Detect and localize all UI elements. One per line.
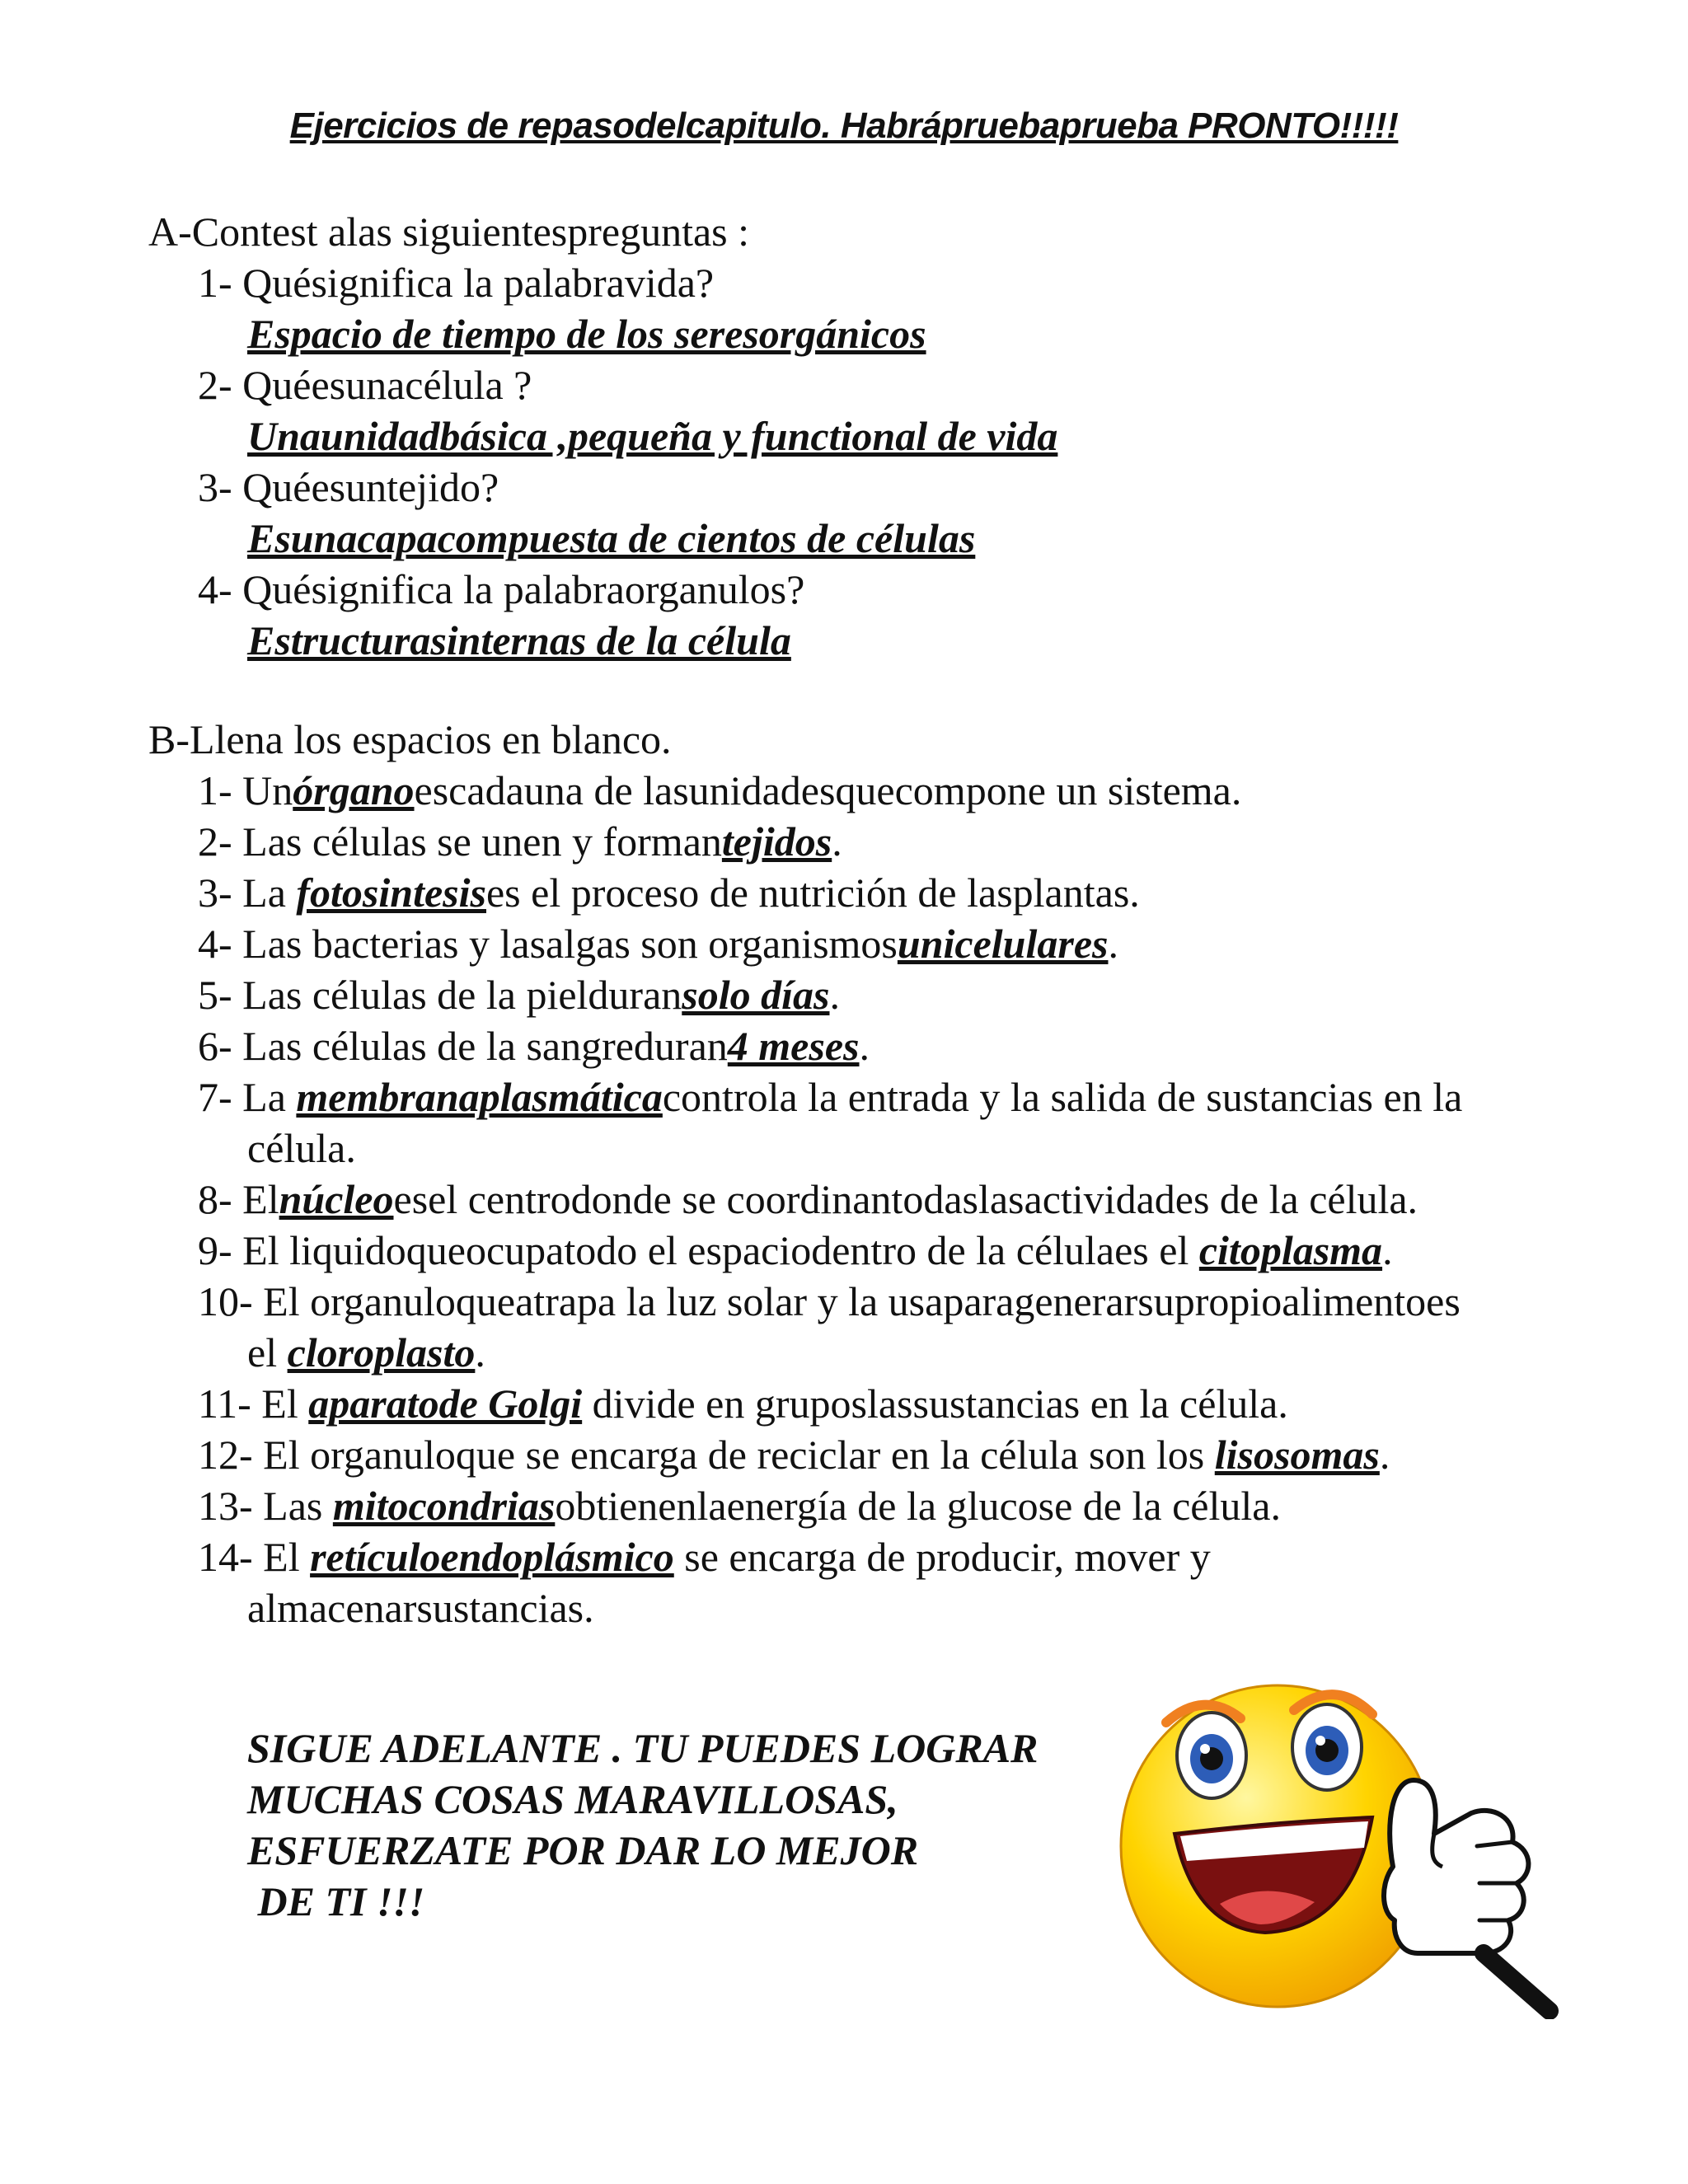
- fill-item-text: 3- La: [198, 869, 297, 916]
- fill-item-text: .: [832, 818, 842, 865]
- fill-item-11: [198, 1378, 1288, 1429]
- fill-item-14: [198, 1531, 1211, 1582]
- question-3: 3- Quéesuntejido?: [198, 464, 499, 510]
- fill-item-text: 5- Las células de la pielduran: [198, 972, 682, 1018]
- fill-item-text: 7- La: [198, 1074, 297, 1120]
- fill-item-13: [198, 1480, 1281, 1531]
- motivation-message: [247, 1722, 1038, 1927]
- fill-item-answer: lisosomas: [1214, 1432, 1380, 1478]
- fill-item-1: [198, 765, 1241, 816]
- fill-item-7: [198, 1071, 1462, 1122]
- fill-item-text: 10- El organuloqueatrapa la luz solar y la usaparagenerarsupropioalimentoes: [198, 1278, 1461, 1324]
- fill-item-text: esel centrodonde se coordinantodaslasactividades de la célula.: [393, 1176, 1418, 1222]
- fill-item-text: se encarga de producir, mover y: [673, 1534, 1211, 1580]
- motivation-line: DE TI !!!: [247, 1878, 425, 1924]
- answer-2: Unaunidadbásica ,pequeña y functional de vida: [247, 413, 1058, 459]
- fill-item-text: .: [1379, 1432, 1390, 1478]
- fill-item-text: 12- El organuloque se encarga de reciclar en la célula son los: [198, 1432, 1215, 1478]
- fill-item-text: el: [247, 1329, 288, 1376]
- smiley-thumbs-up-icon: [1088, 1657, 1566, 2019]
- fill-item-text: escadauna de lasunidadesquecompone un sistema.: [414, 767, 1242, 813]
- fill-item-12: [198, 1429, 1390, 1480]
- fill-item-7-continuation: célula.: [247, 1125, 356, 1171]
- fill-item-14-continuation: almacenarsustancias.: [247, 1585, 594, 1631]
- motivation-line: SIGUE ADELANTE . TU PUEDES LOGRAR: [247, 1725, 1039, 1771]
- answer-3: Esunacapacompuesta de cientos de células: [247, 515, 976, 561]
- section-a-heading: A-Contest alas siguientespreguntas :: [148, 209, 750, 255]
- fill-item-text: divide en gruposlassustancias en la célula.: [582, 1380, 1288, 1427]
- fill-item-answer: unicelulares: [897, 921, 1109, 967]
- fill-item-text: .: [859, 1023, 870, 1069]
- fill-item-answer: membranaplasmática: [296, 1074, 663, 1120]
- page-title: Ejercicios de repasodelcapitulo. Habrápruebaprueba PRONTO!!!!!: [289, 105, 1399, 146]
- fill-item-answer: fotosintesis: [296, 869, 486, 916]
- fill-item-answer: mitocondrias: [332, 1483, 556, 1529]
- fill-item-answer: núcleo: [279, 1176, 394, 1222]
- fill-item-8: [198, 1174, 1418, 1225]
- fill-item-3: [198, 867, 1140, 918]
- fill-item-answer: aparatode Golgi: [308, 1380, 583, 1427]
- fill-item-answer: órgano: [293, 767, 415, 813]
- fill-item-4: [198, 918, 1118, 969]
- fill-item-answer: tejidos: [721, 818, 832, 865]
- fill-item-text: 14- El: [198, 1534, 311, 1580]
- fill-item-text: .: [829, 972, 840, 1018]
- fill-item-text: obtienenlaenergía de la glucose de la célula.: [555, 1483, 1281, 1529]
- motivation-line: MUCHAS COSAS MARAVILLOSAS,: [247, 1776, 898, 1822]
- fill-item-text: .: [1382, 1227, 1393, 1273]
- answer-1: Espacio de tiempo de los seresorgánicos: [247, 311, 926, 357]
- section-b-heading: B-Llena los espacios en blanco.: [148, 716, 672, 762]
- fill-item-text: 4- Las bacterias y lasalgas son organismos: [198, 921, 898, 967]
- fill-item-10: [198, 1276, 1461, 1327]
- fill-item-text: 11- El: [198, 1380, 309, 1427]
- fill-item-2: [198, 816, 842, 867]
- fill-item-answer: 4 meses: [727, 1023, 860, 1069]
- answer-4: Estructurasinternas de la célula: [247, 617, 791, 663]
- question-4: 4- Quésignifica la palabraorganulos?: [198, 566, 805, 612]
- fill-item-text: 8- El: [198, 1176, 279, 1222]
- fill-item-text: .: [1108, 921, 1118, 967]
- fill-item-5: [198, 969, 840, 1020]
- fill-item-text: 6- Las células de la sangreduran: [198, 1023, 728, 1069]
- question-1: 1- Quésignifica la palabravida?: [198, 260, 715, 306]
- fill-item-answer: solo días: [682, 972, 830, 1018]
- fill-item-text: es el proceso de nutrición de lasplantas.: [485, 869, 1140, 916]
- thumbs-up-hand: [1384, 1780, 1550, 2011]
- fill-item-text: 13- Las: [198, 1483, 333, 1529]
- fill-item-text: controla la entrada y la salida de sustancias en la: [662, 1074, 1463, 1120]
- fill-item-10-continuation: [247, 1327, 485, 1378]
- fill-item-9: [198, 1225, 1393, 1276]
- fill-item-text: .: [475, 1329, 485, 1376]
- fill-item-answer: citoplasma: [1198, 1227, 1383, 1273]
- fill-item-text: 1- Un: [198, 767, 293, 813]
- fill-item-answer: retículoendoplásmico: [310, 1534, 674, 1580]
- motivation-line: ESFUERZATE POR DAR LO MEJOR: [247, 1827, 919, 1873]
- question-2: 2- Quéesunacélula ?: [198, 362, 532, 408]
- fill-item-answer: cloroplasto: [287, 1329, 476, 1376]
- fill-item-text: 2- Las células se unen y forman: [198, 818, 722, 865]
- fill-item-6: [198, 1020, 870, 1071]
- fill-item-text: 9- El liquidoqueocupatodo el espaciodentro de la célulaes el: [198, 1227, 1199, 1273]
